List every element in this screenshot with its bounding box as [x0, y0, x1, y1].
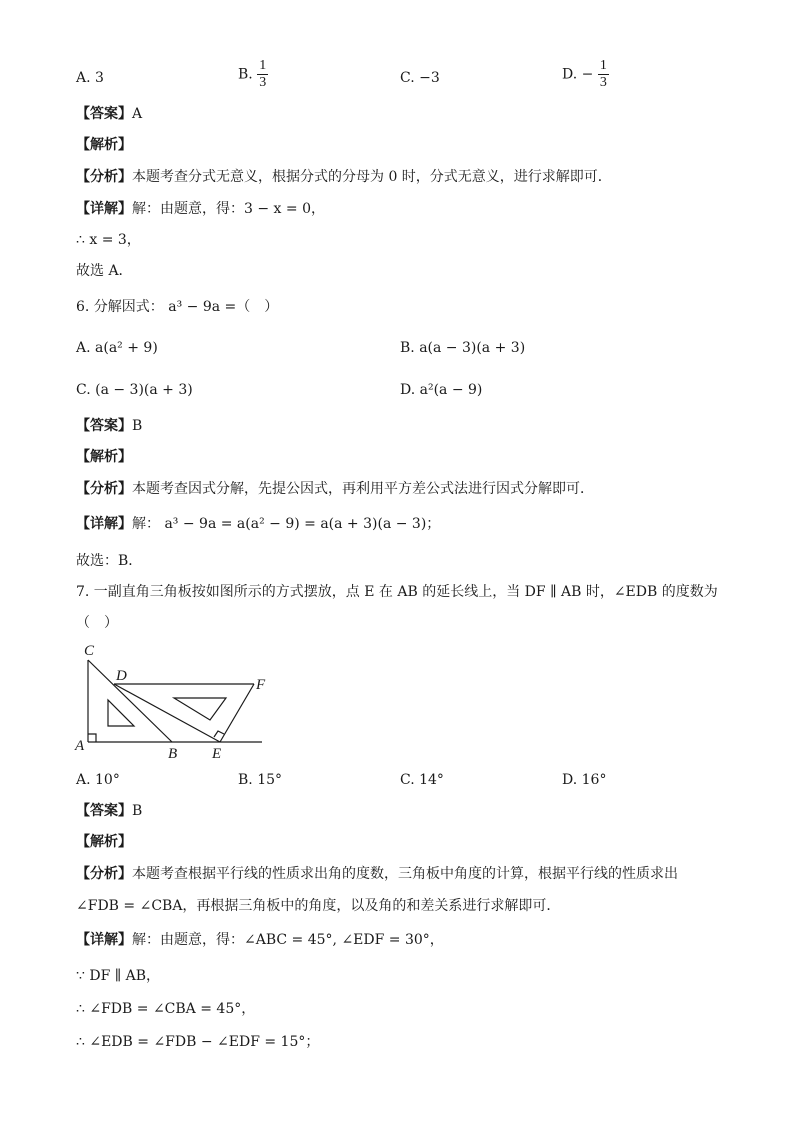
q7-detail: 【详解】解：由题意，得：∠ABC = 45°, ∠EDF = 30°，	[76, 932, 444, 948]
inner-triangle-large	[174, 698, 226, 720]
q6-answer: 【答案】B	[76, 418, 143, 434]
q5-answer: 【答案】A	[76, 106, 143, 122]
q7-option-c: C. 14°	[400, 772, 444, 788]
right-angle-a	[88, 734, 96, 742]
side-cb	[88, 660, 172, 742]
q5-detail: 【详解】解：由题意，得：3 − x = 0，	[76, 201, 325, 217]
q6-option-a: A. a(a² + 9)	[76, 340, 158, 356]
q6-conclusion: 故选：B．	[76, 553, 143, 569]
q5-option-d-fraction: $\frac{1}{3}$	[599, 58, 607, 90]
q5-option-c: C. −3	[400, 70, 440, 86]
inner-triangle-small	[108, 700, 134, 726]
q5-conclusion: 故选 A．	[76, 263, 133, 279]
q7-stem-line2: （ ）	[76, 615, 118, 631]
q6-option-c: C. (a − 3)(a + 3)	[76, 382, 193, 398]
label-e: E	[212, 746, 222, 762]
right-angle-e	[214, 731, 224, 737]
q7-option-d: D. 16°	[562, 772, 607, 788]
q7-option-b: B. 15°	[238, 772, 283, 788]
q6-option-b: B. a(a − 3)(a + 3)	[400, 340, 526, 356]
q7-analysis-tag: 【解析】	[76, 834, 132, 850]
q7-fenxi-line2: ∠FDB = ∠CBA，再根据三角板中的角度，以及角的和差关系进行求解即可．	[76, 898, 561, 914]
label-a: A	[75, 738, 85, 754]
q5-option-b: B. $\frac{1}{3}$	[238, 58, 267, 90]
q6-option-d: D. a²(a − 9)	[400, 382, 483, 398]
q7-step2: ∴ ∠FDB = ∠CBA = 45°，	[76, 1001, 256, 1017]
q5-step1: ∴ x = 3，	[76, 232, 141, 248]
q7-stem-line1: 7. 一副直角三角板按如图所示的方式摆放，点 E 在 AB 的延长线上，当 DF ∥ AB 时，∠EDB 的度数为	[76, 584, 718, 600]
q6-analysis-tag: 【解析】	[76, 449, 132, 465]
q5-option-b-fraction: $\frac{1}{3}$	[259, 58, 267, 90]
q7-step1: ∵ DF ∥ AB，	[76, 968, 161, 984]
q7-fenxi-line1: 【分析】本题考查根据平行线的性质求出角的度数，三角板中角度的计算，根据平行线的性质求出	[76, 866, 678, 882]
q6-detail: 【详解】解： a³ − 9a = a(a² − 9) = a(a + 3)(a − 3)；	[76, 516, 441, 532]
q6-fenxi: 【分析】本题考查因式分解，先提公因式，再利用平方差公式法进行因式分解即可．	[76, 481, 594, 497]
q7-answer: 【答案】B	[76, 803, 143, 819]
label-c: C	[84, 643, 95, 659]
q7-option-a: A. 10°	[76, 772, 120, 788]
q6-stem: 6. 分解因式： a³ − 9a =（ ）	[76, 299, 279, 315]
label-d: D	[116, 668, 127, 684]
label-f: F	[256, 677, 266, 693]
q5-option-d: D. − $\frac{1}{3}$	[562, 58, 607, 90]
q7-step3: ∴ ∠EDB = ∠FDB − ∠EDF = 15°；	[76, 1034, 320, 1050]
q5-analysis-tag: 【解析】	[76, 137, 132, 153]
q5-fenxi: 【分析】本题考查分式无意义，根据分式的分母为 0 时，分式无意义，进行求解即可．	[76, 169, 612, 185]
label-b: B	[168, 746, 178, 762]
q5-option-a: A. 3	[76, 70, 104, 86]
triangle-diagram	[74, 640, 274, 764]
side-de	[114, 684, 220, 742]
side-fe	[220, 684, 254, 742]
